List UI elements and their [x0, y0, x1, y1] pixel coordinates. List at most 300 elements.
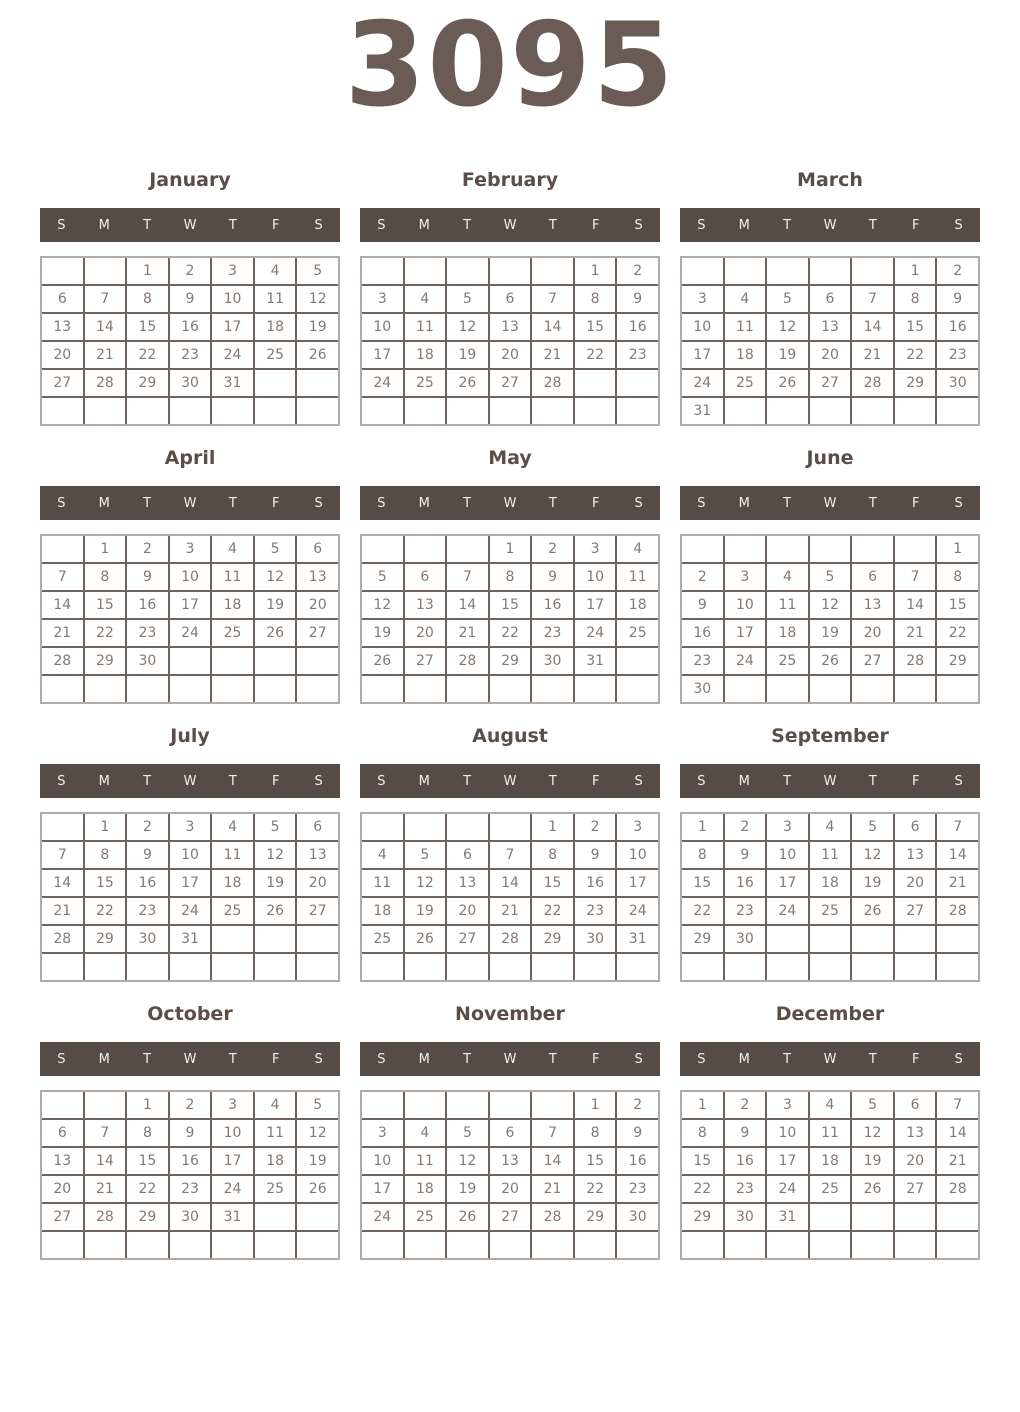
weekday-label: W — [503, 773, 517, 789]
empty-day-cell — [297, 398, 338, 424]
day-cell: 3 — [212, 258, 253, 284]
month-block — [40, 994, 340, 1260]
month-title: August — [472, 725, 548, 747]
weekday-label: M — [98, 495, 110, 511]
day-cell: 23 — [725, 898, 766, 924]
day-cell: 10 — [212, 286, 253, 312]
day-cell: 23 — [617, 1176, 658, 1202]
month-title: July — [170, 725, 210, 747]
day-cell: 2 — [575, 814, 616, 840]
empty-day-cell — [255, 648, 296, 674]
day-cell: 5 — [362, 564, 403, 590]
day-cell: 23 — [575, 898, 616, 924]
empty-day-cell — [297, 1232, 338, 1258]
day-cell: 5 — [255, 814, 296, 840]
empty-day-cell — [42, 676, 83, 702]
day-cell: 15 — [127, 314, 168, 340]
empty-day-cell — [852, 536, 893, 562]
weekday-label: T — [228, 1051, 237, 1067]
day-cell: 9 — [170, 286, 211, 312]
day-cell: 11 — [255, 286, 296, 312]
day-cell: 22 — [682, 1176, 723, 1202]
day-cell: 21 — [532, 1176, 573, 1202]
day-cell: 18 — [405, 1176, 446, 1202]
weekday-label: S — [314, 495, 323, 511]
day-cell: 25 — [810, 898, 851, 924]
empty-day-cell — [405, 814, 446, 840]
day-cell: 5 — [852, 814, 893, 840]
empty-day-cell — [617, 648, 658, 674]
day-cell: 8 — [575, 286, 616, 312]
empty-day-cell — [362, 676, 403, 702]
weekday-label: T — [463, 1051, 472, 1067]
day-cell: 26 — [255, 898, 296, 924]
day-cell: 13 — [447, 870, 488, 896]
day-cell: 2 — [682, 564, 723, 590]
empty-day-cell — [127, 954, 168, 980]
months-grid — [40, 160, 980, 1260]
day-cell: 25 — [405, 1204, 446, 1230]
day-cell: 8 — [85, 564, 126, 590]
day-cell: 6 — [297, 536, 338, 562]
empty-day-cell — [405, 536, 446, 562]
empty-day-cell — [212, 1232, 253, 1258]
day-cell: 23 — [617, 342, 658, 368]
day-cell: 1 — [532, 814, 573, 840]
day-cell: 8 — [895, 286, 936, 312]
day-cell: 4 — [767, 564, 808, 590]
month-day-grid — [40, 534, 340, 704]
empty-day-cell — [532, 258, 573, 284]
weekday-label: S — [697, 495, 706, 511]
weekday-label: T — [548, 773, 557, 789]
day-cell: 28 — [532, 370, 573, 396]
day-cell: 12 — [405, 870, 446, 896]
day-cell: 22 — [937, 620, 978, 646]
empty-day-cell — [212, 926, 253, 952]
day-cell: 21 — [447, 620, 488, 646]
day-cell: 22 — [532, 898, 573, 924]
day-cell: 10 — [575, 564, 616, 590]
day-cell: 1 — [85, 814, 126, 840]
day-cell: 10 — [617, 842, 658, 868]
day-cell: 9 — [532, 564, 573, 590]
day-cell: 16 — [617, 1148, 658, 1174]
day-cell: 25 — [767, 648, 808, 674]
day-cell: 8 — [490, 564, 531, 590]
day-cell: 2 — [170, 258, 211, 284]
empty-day-cell — [362, 536, 403, 562]
empty-day-cell — [85, 1232, 126, 1258]
day-cell: 30 — [170, 370, 211, 396]
day-cell: 20 — [42, 1176, 83, 1202]
month-block — [680, 716, 980, 982]
empty-day-cell — [362, 954, 403, 980]
month-block — [40, 716, 340, 982]
weekday-header — [680, 764, 980, 798]
day-cell: 29 — [127, 1204, 168, 1230]
month-block — [680, 994, 980, 1260]
day-cell: 25 — [405, 370, 446, 396]
weekday-label: S — [954, 773, 963, 789]
empty-day-cell — [42, 1232, 83, 1258]
day-cell: 9 — [617, 1120, 658, 1146]
day-cell: 6 — [297, 814, 338, 840]
day-cell: 19 — [362, 620, 403, 646]
day-cell: 20 — [297, 870, 338, 896]
empty-day-cell — [447, 954, 488, 980]
empty-day-cell — [617, 1232, 658, 1258]
day-cell: 4 — [255, 258, 296, 284]
day-cell: 10 — [362, 1148, 403, 1174]
day-cell: 24 — [170, 620, 211, 646]
weekday-label: S — [697, 1051, 706, 1067]
day-cell: 5 — [767, 286, 808, 312]
day-cell: 19 — [810, 620, 851, 646]
day-cell: 28 — [85, 370, 126, 396]
day-cell: 3 — [170, 814, 211, 840]
weekday-label: S — [634, 495, 643, 511]
weekday-label: M — [418, 217, 430, 233]
weekday-label: F — [591, 1051, 600, 1067]
weekday-label: S — [634, 1051, 643, 1067]
empty-day-cell — [490, 398, 531, 424]
day-cell: 4 — [810, 814, 851, 840]
day-cell: 24 — [767, 898, 808, 924]
day-cell: 28 — [42, 926, 83, 952]
day-cell: 30 — [617, 1204, 658, 1230]
empty-day-cell — [297, 648, 338, 674]
day-cell: 4 — [725, 286, 766, 312]
day-cell: 29 — [127, 370, 168, 396]
empty-day-cell — [767, 926, 808, 952]
day-cell: 15 — [490, 592, 531, 618]
month-day-grid — [680, 256, 980, 426]
month-block — [680, 438, 980, 704]
day-cell: 22 — [127, 1176, 168, 1202]
day-cell: 26 — [297, 342, 338, 368]
month-day-grid — [680, 812, 980, 982]
weekday-label: T — [548, 217, 557, 233]
empty-day-cell — [447, 1092, 488, 1118]
empty-day-cell — [810, 676, 851, 702]
day-cell: 2 — [937, 258, 978, 284]
day-cell: 28 — [490, 926, 531, 952]
empty-day-cell — [85, 258, 126, 284]
day-cell: 23 — [170, 342, 211, 368]
weekday-label: S — [954, 495, 963, 511]
empty-day-cell — [255, 954, 296, 980]
day-cell: 26 — [297, 1176, 338, 1202]
day-cell: 9 — [682, 592, 723, 618]
weekday-header — [360, 1042, 660, 1076]
day-cell: 11 — [255, 1120, 296, 1146]
day-cell: 28 — [447, 648, 488, 674]
day-cell: 19 — [447, 1176, 488, 1202]
empty-day-cell — [297, 370, 338, 396]
day-cell: 27 — [852, 648, 893, 674]
day-cell: 13 — [895, 1120, 936, 1146]
day-cell: 31 — [170, 926, 211, 952]
day-cell: 27 — [42, 1204, 83, 1230]
day-cell: 18 — [255, 1148, 296, 1174]
empty-day-cell — [617, 370, 658, 396]
day-cell: 15 — [127, 1148, 168, 1174]
day-cell: 30 — [127, 926, 168, 952]
day-cell: 8 — [127, 1120, 168, 1146]
empty-day-cell — [447, 676, 488, 702]
weekday-header — [360, 764, 660, 798]
day-cell: 17 — [212, 1148, 253, 1174]
day-cell: 28 — [532, 1204, 573, 1230]
weekday-label: W — [823, 773, 837, 789]
day-cell: 16 — [725, 1148, 766, 1174]
empty-day-cell — [362, 1232, 403, 1258]
day-cell: 16 — [127, 592, 168, 618]
day-cell: 2 — [532, 536, 573, 562]
month-block — [360, 438, 660, 704]
empty-day-cell — [895, 676, 936, 702]
day-cell: 8 — [85, 842, 126, 868]
day-cell: 27 — [447, 926, 488, 952]
empty-day-cell — [85, 676, 126, 702]
day-cell: 5 — [810, 564, 851, 590]
empty-day-cell — [490, 814, 531, 840]
day-cell: 14 — [85, 314, 126, 340]
day-cell: 8 — [532, 842, 573, 868]
empty-day-cell — [212, 648, 253, 674]
empty-day-cell — [42, 258, 83, 284]
day-cell: 10 — [725, 592, 766, 618]
empty-day-cell — [405, 1232, 446, 1258]
day-cell: 26 — [447, 370, 488, 396]
weekday-label: W — [183, 495, 197, 511]
day-cell: 30 — [532, 648, 573, 674]
day-cell: 18 — [405, 342, 446, 368]
empty-day-cell — [447, 536, 488, 562]
empty-day-cell — [405, 954, 446, 980]
day-cell: 19 — [447, 342, 488, 368]
day-cell: 26 — [767, 370, 808, 396]
day-cell: 26 — [405, 926, 446, 952]
empty-day-cell — [447, 1232, 488, 1258]
empty-day-cell — [297, 676, 338, 702]
empty-day-cell — [767, 398, 808, 424]
day-cell: 7 — [447, 564, 488, 590]
day-cell: 22 — [490, 620, 531, 646]
empty-day-cell — [297, 1204, 338, 1230]
day-cell: 21 — [895, 620, 936, 646]
day-cell: 5 — [405, 842, 446, 868]
empty-day-cell — [895, 1204, 936, 1230]
empty-day-cell — [725, 398, 766, 424]
day-cell: 13 — [297, 564, 338, 590]
day-cell: 2 — [617, 1092, 658, 1118]
day-cell: 20 — [490, 1176, 531, 1202]
month-day-grid — [680, 534, 980, 704]
weekday-label: T — [783, 1051, 792, 1067]
day-cell: 17 — [725, 620, 766, 646]
empty-day-cell — [725, 536, 766, 562]
empty-day-cell — [895, 926, 936, 952]
day-cell: 23 — [532, 620, 573, 646]
day-cell: 12 — [255, 842, 296, 868]
day-cell: 14 — [532, 1148, 573, 1174]
empty-day-cell — [810, 926, 851, 952]
weekday-label: T — [228, 217, 237, 233]
day-cell: 17 — [362, 1176, 403, 1202]
day-cell: 2 — [617, 258, 658, 284]
day-cell: 14 — [447, 592, 488, 618]
empty-day-cell — [42, 954, 83, 980]
day-cell: 13 — [42, 314, 83, 340]
empty-day-cell — [575, 398, 616, 424]
day-cell: 19 — [297, 1148, 338, 1174]
month-day-grid — [360, 534, 660, 704]
empty-day-cell — [575, 954, 616, 980]
day-cell: 21 — [532, 342, 573, 368]
day-cell: 16 — [617, 314, 658, 340]
day-cell: 20 — [895, 870, 936, 896]
empty-day-cell — [810, 258, 851, 284]
empty-day-cell — [895, 398, 936, 424]
month-block — [40, 438, 340, 704]
day-cell: 14 — [937, 842, 978, 868]
weekday-label: T — [463, 495, 472, 511]
empty-day-cell — [682, 536, 723, 562]
month-title: November — [455, 1003, 565, 1025]
weekday-label: S — [377, 1051, 386, 1067]
weekday-header — [40, 486, 340, 520]
weekday-label: T — [228, 495, 237, 511]
day-cell: 14 — [85, 1148, 126, 1174]
day-cell: 9 — [725, 842, 766, 868]
day-cell: 17 — [170, 870, 211, 896]
empty-day-cell — [937, 1204, 978, 1230]
day-cell: 16 — [532, 592, 573, 618]
empty-day-cell — [42, 1092, 83, 1118]
weekday-label: T — [868, 495, 877, 511]
weekday-label: F — [911, 1051, 920, 1067]
day-cell: 8 — [682, 1120, 723, 1146]
day-cell: 2 — [127, 814, 168, 840]
weekday-label: T — [463, 773, 472, 789]
day-cell: 15 — [532, 870, 573, 896]
day-cell: 25 — [617, 620, 658, 646]
month-day-grid — [40, 812, 340, 982]
weekday-label: S — [697, 217, 706, 233]
day-cell: 5 — [447, 286, 488, 312]
day-cell: 5 — [297, 258, 338, 284]
weekday-label: W — [183, 1051, 197, 1067]
empty-day-cell — [212, 398, 253, 424]
day-cell: 7 — [937, 1092, 978, 1118]
day-cell: 27 — [810, 370, 851, 396]
empty-day-cell — [490, 676, 531, 702]
day-cell: 13 — [42, 1148, 83, 1174]
day-cell: 30 — [725, 926, 766, 952]
day-cell: 1 — [682, 814, 723, 840]
day-cell: 22 — [575, 342, 616, 368]
month-block — [40, 160, 340, 426]
empty-day-cell — [170, 1232, 211, 1258]
day-cell: 31 — [617, 926, 658, 952]
day-cell: 19 — [405, 898, 446, 924]
empty-day-cell — [617, 676, 658, 702]
day-cell: 28 — [895, 648, 936, 674]
day-cell: 10 — [362, 314, 403, 340]
day-cell: 27 — [895, 1176, 936, 1202]
month-block — [680, 160, 980, 426]
weekday-label: F — [911, 773, 920, 789]
day-cell: 23 — [127, 620, 168, 646]
day-cell: 7 — [42, 564, 83, 590]
day-cell: 20 — [297, 592, 338, 618]
weekday-label: W — [503, 1051, 517, 1067]
day-cell: 25 — [725, 370, 766, 396]
day-cell: 1 — [127, 258, 168, 284]
day-cell: 29 — [682, 926, 723, 952]
day-cell: 20 — [405, 620, 446, 646]
month-day-grid — [360, 812, 660, 982]
empty-day-cell — [725, 258, 766, 284]
month-title: February — [461, 169, 559, 191]
empty-day-cell — [937, 1232, 978, 1258]
month-title: June — [806, 447, 854, 469]
day-cell: 4 — [212, 536, 253, 562]
day-cell: 22 — [682, 898, 723, 924]
weekday-label: T — [143, 773, 152, 789]
month-title: January — [149, 169, 231, 191]
empty-day-cell — [362, 1092, 403, 1118]
day-cell: 17 — [362, 342, 403, 368]
day-cell: 27 — [297, 620, 338, 646]
day-cell: 31 — [212, 1204, 253, 1230]
empty-day-cell — [852, 398, 893, 424]
day-cell: 4 — [405, 286, 446, 312]
day-cell: 2 — [127, 536, 168, 562]
month-day-grid — [680, 1090, 980, 1260]
empty-day-cell — [212, 676, 253, 702]
empty-day-cell — [682, 954, 723, 980]
weekday-label: T — [143, 1051, 152, 1067]
day-cell: 3 — [362, 1120, 403, 1146]
weekday-label: F — [271, 495, 280, 511]
day-cell: 19 — [767, 342, 808, 368]
day-cell: 7 — [532, 1120, 573, 1146]
day-cell: 17 — [575, 592, 616, 618]
day-cell: 11 — [362, 870, 403, 896]
month-title: October — [147, 1003, 233, 1025]
empty-day-cell — [255, 926, 296, 952]
day-cell: 22 — [85, 620, 126, 646]
empty-day-cell — [852, 954, 893, 980]
month-block — [360, 160, 660, 426]
month-block — [360, 716, 660, 982]
day-cell: 4 — [362, 842, 403, 868]
weekday-label: T — [868, 773, 877, 789]
empty-day-cell — [852, 1204, 893, 1230]
day-cell: 21 — [85, 1176, 126, 1202]
day-cell: 3 — [575, 536, 616, 562]
day-cell: 13 — [490, 314, 531, 340]
day-cell: 17 — [682, 342, 723, 368]
weekday-label: M — [738, 217, 750, 233]
day-cell: 5 — [852, 1092, 893, 1118]
day-cell: 9 — [617, 286, 658, 312]
day-cell: 16 — [725, 870, 766, 896]
day-cell: 8 — [937, 564, 978, 590]
